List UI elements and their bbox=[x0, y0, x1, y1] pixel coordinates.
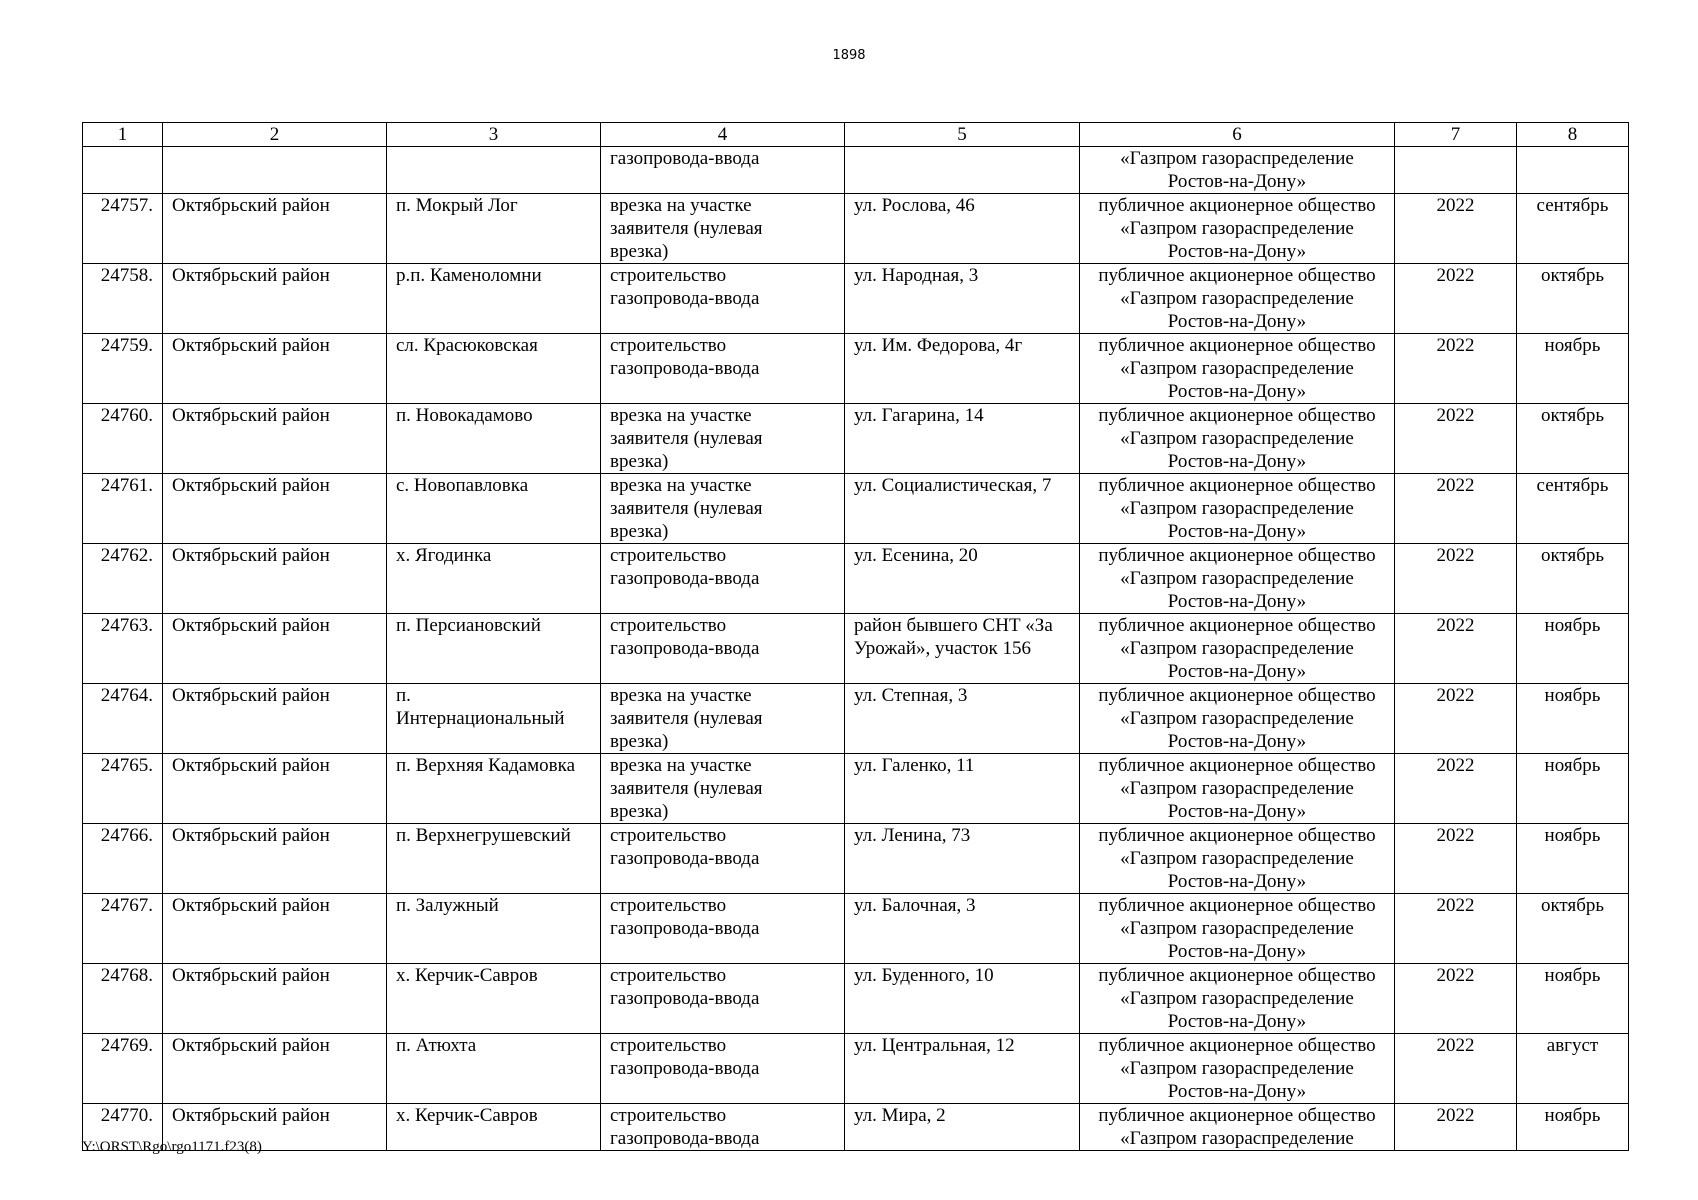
table-cell: п. Персиановский bbox=[387, 614, 601, 684]
table-row bbox=[83, 544, 1629, 614]
table-cell: 24768. bbox=[83, 964, 163, 1034]
table-cell: публичное акционерное общество «Газпром газораспределение Ростов-на-Дону» bbox=[1080, 964, 1395, 1034]
table-cell: Октябрьский район bbox=[163, 614, 387, 684]
table-cell: ул. Социалистическая, 7 bbox=[845, 474, 1080, 544]
column-header: 1 bbox=[83, 123, 163, 147]
table-cell: 2022 bbox=[1395, 1104, 1517, 1151]
table-cell: строительство газопровода-ввода bbox=[601, 824, 845, 894]
table-cell: октябрь bbox=[1517, 264, 1629, 334]
table-row bbox=[83, 474, 1629, 544]
table-cell bbox=[1395, 147, 1517, 194]
table-cell: публичное акционерное общество «Газпром газораспределение Ростов-на-Дону» bbox=[1080, 194, 1395, 264]
table-cell: ноябрь bbox=[1517, 614, 1629, 684]
table-cell: публичное акционерное общество «Газпром газораспределение Ростов-на-Дону» bbox=[1080, 1034, 1395, 1104]
table-cell: 2022 bbox=[1395, 684, 1517, 754]
table-row bbox=[83, 754, 1629, 824]
table-cell: строительство газопровода-ввода bbox=[601, 1034, 845, 1104]
table-row bbox=[83, 684, 1629, 754]
table-cell: Октябрьский район bbox=[163, 684, 387, 754]
table-cell: Октябрьский район bbox=[163, 1104, 387, 1151]
table-cell: публичное акционерное общество «Газпром газораспределение Ростов-на-Дону» bbox=[1080, 684, 1395, 754]
table-cell: 2022 bbox=[1395, 1034, 1517, 1104]
table-cell: публичное акционерное общество «Газпром газораспределение Ростов-на-Дону» bbox=[1080, 824, 1395, 894]
continuation-row bbox=[83, 147, 1629, 194]
header-row bbox=[83, 123, 1629, 147]
table-cell: 2022 bbox=[1395, 264, 1517, 334]
table-cell: врезка на участке заявителя (нулевая врезка) bbox=[601, 474, 845, 544]
table-cell: август bbox=[1517, 1034, 1629, 1104]
table-row bbox=[83, 964, 1629, 1034]
table-cell: п. Атюхта bbox=[387, 1034, 601, 1104]
column-header: 5 bbox=[845, 123, 1080, 147]
table-cell: октябрь bbox=[1517, 544, 1629, 614]
table-cell: врезка на участке заявителя (нулевая врезка) bbox=[601, 194, 845, 264]
column-header: 4 bbox=[601, 123, 845, 147]
table-cell: Октябрьский район bbox=[163, 474, 387, 544]
table-cell: ноябрь bbox=[1517, 964, 1629, 1034]
table-cell: ноябрь bbox=[1517, 824, 1629, 894]
table-cell: 24760. bbox=[83, 404, 163, 474]
column-header: 2 bbox=[163, 123, 387, 147]
table-cell: публичное акционерное общество «Газпром газораспределение Ростов-на-Дону» bbox=[1080, 334, 1395, 404]
registry-table bbox=[82, 122, 1629, 1151]
table-cell: 2022 bbox=[1395, 964, 1517, 1034]
table-cell: 2022 bbox=[1395, 194, 1517, 264]
table-cell: Октябрьский район bbox=[163, 334, 387, 404]
table-cell: 2022 bbox=[1395, 544, 1517, 614]
table-cell: ул. Балочная, 3 bbox=[845, 894, 1080, 964]
table-cell: ул. Рослова, 46 bbox=[845, 194, 1080, 264]
table-cell: публичное акционерное общество «Газпром газораспределение Ростов-на-Дону» bbox=[1080, 474, 1395, 544]
column-header: 6 bbox=[1080, 123, 1395, 147]
column-header: 3 bbox=[387, 123, 601, 147]
table-cell: публичное акционерное общество «Газпром газораспределение Ростов-на-Дону» bbox=[1080, 264, 1395, 334]
table-cell: 24761. bbox=[83, 474, 163, 544]
table-cell: 2022 bbox=[1395, 334, 1517, 404]
table-cell: п. Мокрый Лог bbox=[387, 194, 601, 264]
table-cell: Октябрьский район bbox=[163, 824, 387, 894]
table-cell: газопровода-ввода bbox=[601, 147, 845, 194]
table-cell: строительство газопровода-ввода bbox=[601, 964, 845, 1034]
table-cell: публичное акционерное общество «Газпром газораспределение Ростов-на-Дону» bbox=[1080, 894, 1395, 964]
table-cell bbox=[163, 147, 387, 194]
table-cell: ул. Гагарина, 14 bbox=[845, 404, 1080, 474]
table-cell: врезка на участке заявителя (нулевая врезка) bbox=[601, 684, 845, 754]
table-cell: Октябрьский район bbox=[163, 894, 387, 964]
table-cell: сл. Красюковская bbox=[387, 334, 601, 404]
table-cell: публичное акционерное общество «Газпром газораспределение bbox=[1080, 1104, 1395, 1151]
table-cell: строительство газопровода-ввода bbox=[601, 1104, 845, 1151]
table-cell: с. Новопавловка bbox=[387, 474, 601, 544]
table-cell: х. Керчик-Савров bbox=[387, 1104, 601, 1151]
table-cell: «Газпром газораспределение Ростов-на-Дону» bbox=[1080, 147, 1395, 194]
table-cell: Октябрьский район bbox=[163, 544, 387, 614]
table-row bbox=[83, 194, 1629, 264]
table-row bbox=[83, 264, 1629, 334]
table-cell: ул. Галенко, 11 bbox=[845, 754, 1080, 824]
table-cell: 24759. bbox=[83, 334, 163, 404]
file-path-footer: Y:\ORST\Rgo\rgo1171.f23(8) bbox=[82, 1139, 262, 1155]
table-cell: ул. Им. Федорова, 4г bbox=[845, 334, 1080, 404]
table-cell: ул. Ленина, 73 bbox=[845, 824, 1080, 894]
table-cell: ноябрь bbox=[1517, 334, 1629, 404]
table-cell: 2022 bbox=[1395, 614, 1517, 684]
table-cell: х. Керчик-Савров bbox=[387, 964, 601, 1034]
table-row bbox=[83, 824, 1629, 894]
table-row bbox=[83, 614, 1629, 684]
table-row bbox=[83, 404, 1629, 474]
table-cell: 2022 bbox=[1395, 404, 1517, 474]
table-cell: п. Верхнегрушевский bbox=[387, 824, 601, 894]
table-cell: 24764. bbox=[83, 684, 163, 754]
table-cell: 24767. bbox=[83, 894, 163, 964]
table-cell: 2022 bbox=[1395, 754, 1517, 824]
table-cell: р.п. Каменоломни bbox=[387, 264, 601, 334]
table-cell: Октябрьский район bbox=[163, 194, 387, 264]
table-cell: врезка на участке заявителя (нулевая врезка) bbox=[601, 404, 845, 474]
table-cell: ул. Центральная, 12 bbox=[845, 1034, 1080, 1104]
table-row bbox=[83, 334, 1629, 404]
table-cell: Октябрьский район bbox=[163, 964, 387, 1034]
table-cell: п. Новокадамово bbox=[387, 404, 601, 474]
table-cell: 2022 bbox=[1395, 474, 1517, 544]
table-cell bbox=[1517, 147, 1629, 194]
table-cell: 2022 bbox=[1395, 824, 1517, 894]
table-cell: ноябрь bbox=[1517, 684, 1629, 754]
table-cell: 24762. bbox=[83, 544, 163, 614]
table-cell: публичное акционерное общество «Газпром газораспределение Ростов-на-Дону» bbox=[1080, 754, 1395, 824]
table-row bbox=[83, 1034, 1629, 1104]
column-header: 8 bbox=[1517, 123, 1629, 147]
table-cell: х. Ягодинка bbox=[387, 544, 601, 614]
table-cell: строительство газопровода-ввода bbox=[601, 334, 845, 404]
table-cell: п. Залужный bbox=[387, 894, 601, 964]
table-cell: ул. Мира, 2 bbox=[845, 1104, 1080, 1151]
table-cell bbox=[845, 147, 1080, 194]
table-cell: октябрь bbox=[1517, 894, 1629, 964]
table-cell: ул. Буденного, 10 bbox=[845, 964, 1080, 1034]
table-cell: публичное акционерное общество «Газпром газораспределение Ростов-на-Дону» bbox=[1080, 404, 1395, 474]
table-cell: 24765. bbox=[83, 754, 163, 824]
table-cell: 24757. bbox=[83, 194, 163, 264]
table-cell: Октябрьский район bbox=[163, 754, 387, 824]
table-cell: Октябрьский район bbox=[163, 264, 387, 334]
table-cell: 24770. bbox=[83, 1104, 163, 1151]
table-cell: октябрь bbox=[1517, 404, 1629, 474]
table-cell: сентябрь bbox=[1517, 474, 1629, 544]
table-cell: район бывшего СНТ «За Урожай», участок 156 bbox=[845, 614, 1080, 684]
table-cell: строительство газопровода-ввода bbox=[601, 264, 845, 334]
table-cell bbox=[387, 147, 601, 194]
page-number: 1898 bbox=[832, 48, 866, 63]
table-cell: 24763. bbox=[83, 614, 163, 684]
table-cell: ноябрь bbox=[1517, 1104, 1629, 1151]
table-row bbox=[83, 894, 1629, 964]
table-cell: ул. Есенина, 20 bbox=[845, 544, 1080, 614]
table-cell: 24769. bbox=[83, 1034, 163, 1104]
table-cell: строительство газопровода-ввода bbox=[601, 894, 845, 964]
table-cell: ул. Степная, 3 bbox=[845, 684, 1080, 754]
table-cell: строительство газопровода-ввода bbox=[601, 614, 845, 684]
table-cell: публичное акционерное общество «Газпром газораспределение Ростов-на-Дону» bbox=[1080, 614, 1395, 684]
table-cell: Октябрьский район bbox=[163, 1034, 387, 1104]
table-cell: публичное акционерное общество «Газпром газораспределение Ростов-на-Дону» bbox=[1080, 544, 1395, 614]
table-cell: п. Интернациональный bbox=[387, 684, 601, 754]
table-cell: ноябрь bbox=[1517, 754, 1629, 824]
table-cell: врезка на участке заявителя (нулевая врезка) bbox=[601, 754, 845, 824]
column-header: 7 bbox=[1395, 123, 1517, 147]
table-cell: сентябрь bbox=[1517, 194, 1629, 264]
table-row bbox=[83, 1104, 1629, 1151]
table-cell: 2022 bbox=[1395, 894, 1517, 964]
table-cell: 24758. bbox=[83, 264, 163, 334]
table-cell: строительство газопровода-ввода bbox=[601, 544, 845, 614]
table-cell: ул. Народная, 3 bbox=[845, 264, 1080, 334]
table-cell: Октябрьский район bbox=[163, 404, 387, 474]
table-cell: п. Верхняя Кадамовка bbox=[387, 754, 601, 824]
table-cell: 24766. bbox=[83, 824, 163, 894]
table-cell bbox=[83, 147, 163, 194]
